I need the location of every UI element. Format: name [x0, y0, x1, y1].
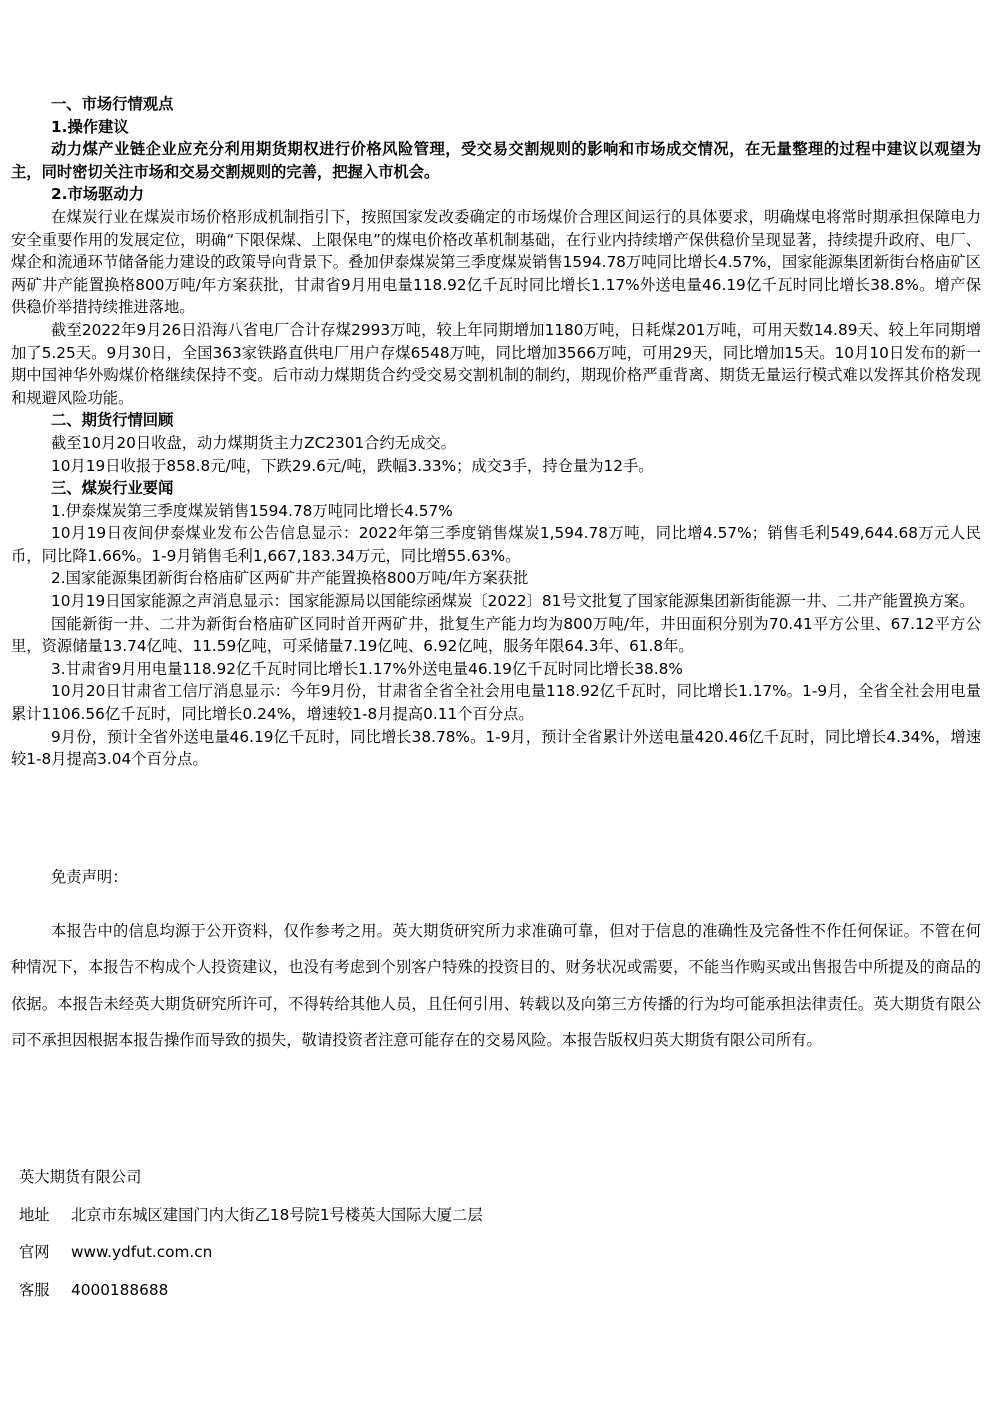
disclaimer-text: 本报告中的信息均源于公开资料，仅作参考之用。英大期货研究所力求准确可靠，但对于信息的准确性及完备性不作任何保证。不管在何种情况下，本报告不构成个人投资建议，也没有考虑到个别客户特殊的投资目的、财务状况或需要，不能当作购买或出售报告中所提及的商品的依据。本报告未经英大期货研究所许可，不得转给其他人员，且任何引用、转载以及向第三方传播的行为均可能承担法律责任。英大期货有限公司不承担因根据本报告操作而导致的损失，敬请投资者注意可能存在的交易风险。本报告版权归英大期货有限公司所有。: [11, 922, 981, 1049]
address-row: [19, 1201, 483, 1230]
website-label: 官网: [19, 1243, 50, 1262]
news-item-3-title: 3.甘肃省9月用电量118.92亿千瓦时同比增长1.17%外送电量46.19亿千瓦时同比增长38.8%: [51, 659, 683, 678]
section-heading-futures-review: 二、期货行情回顾: [51, 411, 174, 430]
section-heading-market-view: 一、市场行情观点: [51, 95, 174, 113]
news-item-2-text-2: 国能新街一井、二井为新街台格庙矿区同时首开两矿井，批复生产能力均为800万吨/年，井田面积分别为70.41平方公里、67.12平方公里，资源储量13.74亿吨、11.59亿吨，可采储量7.19亿吨、6.92亿吨，服务年限64.3年、61.8年。: [11, 614, 981, 656]
news-item-3-text-2: 9月份，预计全省外送电量46.19亿千瓦时，同比增长38.78%。1-9月，预计全省累计外送电量420.46亿千瓦时，同比增长4.34%，增速较1-8月提高3.04个百分点。: [11, 727, 981, 769]
address-value: 北京市东城区建国门内大街乙18号院1号楼英大国际大厦二层: [71, 1205, 483, 1224]
news-item-3-text-1: 10月20日甘肃省工信厅消息显示：今年9月份，甘肃省全省全社会用电量118.92亿千瓦时，同比增长1.17%。1-9月，全省全社会用电量累计1106.56亿千瓦时，同比增长0.24%，增速较1-8月提高0.11个百分点。: [11, 682, 981, 724]
news-item-1-title: 1.伊泰煤炭第三季度煤炭销售1594.78万吨同比增长4.57%: [51, 501, 453, 520]
company-name: 英大期货有限公司: [19, 1168, 142, 1186]
section-heading-industry-news: 三、煤炭行业要闻: [51, 479, 174, 498]
contact-info: [19, 1163, 483, 1313]
website-value[interactable]: www.ydfut.com.cn: [71, 1243, 213, 1262]
market-drivers-paragraph-2: 截至2022年9月26日沿海八省电厂合计存煤2993万吨，较上年同期增加1180万吨，日耗煤201万吨，可用天数14.89天、较上年同期增加了5.25天。9月30日，全国363家铁路直供电厂用户存煤6548万吨，同比增加3566万吨，可用29天，同比增加15天。10月10日发布的新一期中国神华外购煤价格继续保持不变。后市动力煤期货合约受交易交割机制的制约，期现价格严重背离、期货无量运行模式难以发挥其价格发现和规避风险功能。: [11, 320, 981, 407]
news-item-1-text: 10月19日夜间伊泰煤业发布公告信息显示：2022年第三季度销售煤炭1,594.78万吨，同比增4.57%；销售毛利549,644.68万元人民币，同比降1.66%。1-9月销售毛利1,667,183.34万元，同比增55.63%。: [11, 524, 981, 565]
report-content: [11, 93, 981, 771]
news-item-2-title: 2.国家能源集团新街台格庙矿区两矿井产能置换格800万吨/年方案获批: [51, 569, 529, 588]
service-label: 客服: [19, 1280, 50, 1299]
news-item-2-text-1: 10月19日国家能源之声消息显示：国家能源局以国能综函煤炭〔2022〕81号文批复了国家能源集团新街能源一井、二井产能置换方案。: [51, 592, 975, 611]
market-drivers-paragraph-1: 在煤炭行业在煤炭市场价格形成机制指引下，按照国家发改委确定的市场煤价合理区间运行的具体要求，明确煤电将常时期承担保障电力安全重要作用的发展定位，明确“下限保煤、上限保电”的煤电价格改革机制基础，在行业内持续增产保供稳价呈现显著，持续提升政府、电厂、煤企和流通环节储备能力建设的政策导向背景下。叠加伊泰煤炭第三季度煤炭销售1594.78万吨同比增长4.57%，国家能源集团新街台格庙矿区两矿井产能置换格800万吨/年方案获批，甘肃省9月用电量118.92亿千瓦时同比增长1.17%外送电量46.19亿千瓦时同比增长38.8%。增产保供稳价举措持续推进落地。: [11, 207, 981, 317]
website-row: [19, 1238, 483, 1267]
disclaimer-title: 免责声明：: [51, 868, 128, 886]
service-phone: 4000188688: [71, 1280, 169, 1299]
service-row: [19, 1276, 483, 1305]
disclaimer-section: [11, 866, 981, 1058]
futures-review-paragraph-1: 截至10月20日收盘，动力煤期货主力ZC2301合约无成交。: [51, 433, 456, 452]
subheading-operation-advice: 1.操作建议: [51, 117, 129, 136]
subheading-market-drivers: 2.市场驱动力: [51, 185, 144, 204]
address-label: 地址: [19, 1205, 50, 1224]
futures-review-paragraph-2: 10月19日收报于858.8元/吨，下跌29.6元/吨，跌幅3.33%；成交3手，持仓量为12手。: [51, 456, 654, 475]
operation-advice-text: 动力煤产业链企业应充分利用期货期权进行价格风险管理，受交易交割规则的影响和市场成交情况，在无量整理的过程中建议以观望为主，同时密切关注市场和交易交割规则的完善，把握入市机会。: [11, 140, 981, 181]
